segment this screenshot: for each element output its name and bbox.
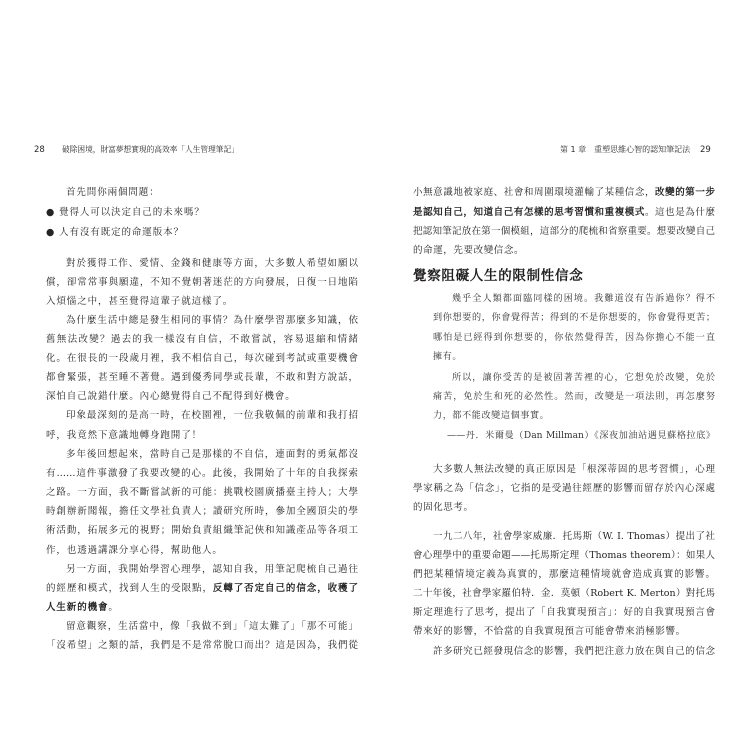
right-page bbox=[375, 0, 750, 750]
body-text-line: 之路。一方面，我不斷嘗試新的可能：挑戰校園廣播臺主持人；大學 bbox=[46, 487, 358, 498]
body-text-line: 會心理學中的重要命題——托馬斯定理（Thomas theorem）：如果人 bbox=[413, 550, 715, 561]
body-text-line: 把認知筆記放在第一個模組，這部分的爬梳和省察重要。想要改變自己 bbox=[413, 226, 715, 237]
body-text-segment: 。 bbox=[108, 602, 119, 613]
body-text-line: 多年後回想起來，當時自己是那樣的不自信，連面對的勇氣都沒 bbox=[66, 449, 358, 460]
body-text-line: 深怕自己說錯什麼。內心總覺得自己不配得到好機會。 bbox=[46, 391, 296, 402]
quote-line: 幾乎全人類都面臨同樣的困境。我難道沒有告訴過你？得不 bbox=[452, 294, 715, 304]
body-text-line: 償，卻常常事與願違，不知不覺朝著迷茫的方向發展，日復一日地陷 bbox=[46, 277, 358, 288]
body-text-line: 的固化思考。 bbox=[413, 502, 474, 513]
body-text-line: 許多研究已經發現信念的影響，我們把注意力放在與自己的信念 bbox=[433, 646, 715, 657]
body-text-line: 斯定理進行了思考，提出了「自我實現預言」：好的自我實現預言會 bbox=[413, 607, 715, 618]
body-text-line: 有……這件事激發了我要改變的心。此後，我開始了十年的自我探索 bbox=[46, 468, 358, 479]
body-text-line bbox=[413, 185, 715, 201]
body-text-line: 為什麼生活中總是發生相同的事情？為什麼學習那麼多知識，依 bbox=[66, 315, 358, 326]
body-text-line: 化。在很長的一段歲月裡，我不相信自己，每次碰到考試或重要機會 bbox=[46, 353, 358, 364]
body-text-line: 二十年後，社會學家羅伯特．金．莫頓（Robert K. Merton）對托馬 bbox=[413, 588, 715, 599]
right-running-head: 第 1 章 重塑思維心智的認知筆記法 bbox=[560, 145, 691, 154]
left-running-head: 破除困境，財富夢想實現的高效率「人生管理筆記」 bbox=[62, 145, 239, 154]
body-text-line: 作，也透過講課分享心得，幫助他人。 bbox=[46, 545, 223, 556]
left-page-number: 28 bbox=[34, 145, 45, 155]
body-text-line bbox=[413, 205, 715, 221]
body-text-segment: 小無意識地被家庭、社會和周圍環境灌輸了某種信念， bbox=[413, 187, 656, 198]
body-text-line: 呼，我竟然下意識地轉身跑開了！ bbox=[46, 430, 203, 441]
body-text-line: 術活動，拓展多元的視野；開始負責組織筆記俠和知識產品等各項工 bbox=[46, 525, 358, 536]
body-text-line: 舊無法改變？過去的我一樣沒有自信，不敢嘗試，容易退縮和情緒 bbox=[46, 334, 358, 345]
body-text-line: 「沒希望」之類的話，我們是不是常常脫口而出？這是因為，我們從 bbox=[46, 640, 358, 651]
bullet-item: ● 覺得人可以決定自己的未來嗎？ bbox=[46, 207, 205, 218]
quote-line: 擁有。 bbox=[433, 352, 463, 362]
section-heading: 覺察阻礙人生的限制性信念 bbox=[413, 268, 584, 284]
body-text-line bbox=[46, 581, 358, 597]
body-text-line: 留意觀察，生活當中，像「我做不到」「這太難了」「那不可能」 bbox=[66, 621, 358, 632]
body-text-line bbox=[46, 600, 358, 616]
body-text-line: 一九二八年，社會學家威廉．托馬斯（W. I. Thomas）提出了社 bbox=[433, 531, 715, 542]
body-text-line: 入煩惱之中，甚至覺得這輩子就這樣了。 bbox=[46, 296, 234, 307]
body-text-line: 都會緊張，甚至睡不著覺。遇到優秀同學或長輩，不敢和對方說話， bbox=[46, 372, 358, 383]
body-text-line: 們把某種情境定義為真實的，那麼這種情境就會造成真實的影響。 bbox=[413, 569, 715, 580]
body-text-line: 帶來好的影響，不恰當的自我實現預言可能會帶來消極影響。 bbox=[413, 626, 686, 637]
body-text-line: 首先問你兩個問題： bbox=[66, 187, 160, 198]
emphasis-text: 反轉了否定自己的信念，收穫了 bbox=[212, 583, 358, 594]
body-text-line: 印象最深刻的是高一時，在校園裡，一位我敬佩的前輩和我打招 bbox=[66, 410, 358, 421]
body-text-segment: 的經歷和模式，找到人生的受限點， bbox=[46, 583, 213, 594]
quote-line: 痛苦，免於生和死的必然性。然而，改變是一項法則，再怎麼努 bbox=[433, 392, 715, 402]
body-text-line: 的命運，先要改變信念。 bbox=[413, 245, 525, 256]
body-text-line: 大多數人無法改變的真正原因是「根深蒂固的思考習慣」，心理 bbox=[433, 464, 715, 475]
bullet-item: ● 人有沒有既定的命運版本？ bbox=[46, 227, 184, 238]
body-text-line: 對於獲得工作、愛情、金錢和健康等方面，大多數人希望如願以 bbox=[66, 258, 358, 269]
right-page-number: 29 bbox=[700, 145, 711, 155]
quote-line: 力，都不能改變這個事實。 bbox=[433, 411, 550, 421]
quote-line: 到你想要的，你會覺得苦；得到的不是你想要的，你會覺得更苦； bbox=[433, 313, 715, 323]
body-text-segment: 。這也是為什麼 bbox=[644, 207, 715, 218]
quote-line: 所以，讓你受苦的是被固著苦裡的心，它想免於改變，免於 bbox=[452, 373, 715, 383]
quote-attribution: ——丹．米爾曼（Dan Millman）《深夜加油站遇見蘇格拉底》 bbox=[447, 431, 715, 441]
emphasis-text: 人生新的機會 bbox=[46, 602, 109, 613]
quote-line: 哪怕是已經得到你想要的，你依然覺得苦，因為你擔心不能一直 bbox=[433, 333, 715, 343]
body-text-line: 學家稱之為「信念」，它指的是受過往經歷的影響而留存於內心深處 bbox=[413, 483, 715, 494]
body-text-line: 另一方面，我開始學習心理學，認知自我，用筆記爬梳自己過往 bbox=[66, 564, 358, 575]
emphasis-text: 改變的第一步 bbox=[655, 187, 715, 198]
emphasis-text: 是認知自己，知道自己有怎樣的思考習慣和重複模式 bbox=[413, 207, 645, 218]
body-text-line: 時創辦新聞報，擔任文學社負責人；讀研究所時，參加全國頂尖的學 bbox=[46, 506, 358, 517]
